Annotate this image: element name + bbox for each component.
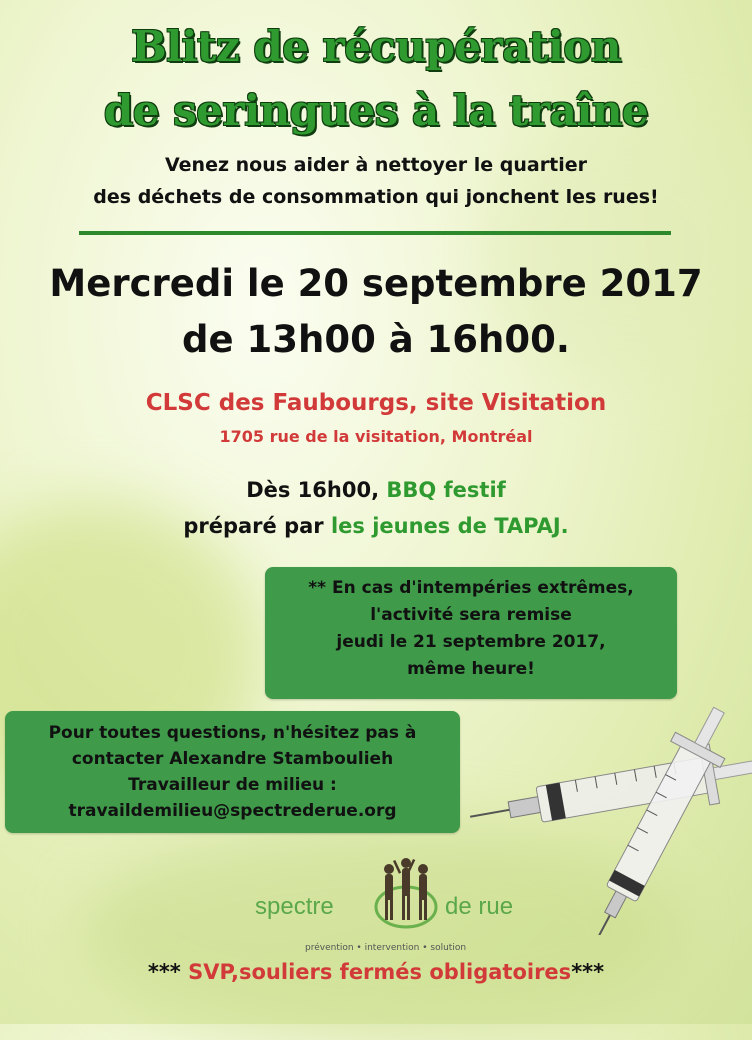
bbq-line1 [0,478,752,502]
logo-tagline: prévention • intervention • solution [305,943,467,953]
contact-line: Pour toutes questions, n'hésitez pas à [48,723,417,743]
divider [79,231,671,235]
weather-line: même heure! [407,659,535,679]
contact-line: Travailleur de milieu : [128,775,337,795]
footer-note [0,960,752,984]
logo-left-text: spectre [255,893,334,920]
bbq-highlight: BBQ festif [386,478,506,502]
title-line1: Blitz de récupération [131,22,621,71]
logo-right-text: de rue [445,893,514,920]
date-line2: de 13h00 à 16h00. [182,318,570,361]
footer-highlight: SVP,souliers fermés obligatoires [188,960,572,984]
contact-line: contacter Alexandre Stamboulieh [71,749,394,769]
footer-suffix: *** [571,960,605,984]
contact-email[interactable]: travaildemilieu@spectrederue.org [68,801,397,821]
location-address: 1705 rue de la visitation, Montréal [219,427,533,446]
bbq-line2 [0,514,752,538]
subtitle-line1: Venez nous aider à nettoyer le quartier [165,154,587,176]
location-name: CLSC des Faubourgs, site Visitation [145,390,607,416]
weather-line: l'activité sera remise [370,605,572,625]
bbq-by: préparé par [183,514,331,538]
contact-box [5,711,460,833]
bbq-time: Dès 16h00, [246,478,387,502]
footer-prefix: *** [147,960,189,984]
date-line1: Mercredi le 20 septembre 2017 [49,262,703,305]
title-line2: de seringues à la traîne [103,86,649,135]
subtitle-line2: des déchets de consommation qui jonchent les rues! [93,186,659,208]
spectre-de-rue-logo [255,855,535,953]
bbq-organizers: les jeunes de TAPAJ. [330,514,569,538]
weather-line: ** En cas d'intempéries extrêmes, [308,578,634,598]
people-silhouette-icon [373,855,439,931]
weather-line: jeudi le 21 septembre 2017, [336,632,606,652]
